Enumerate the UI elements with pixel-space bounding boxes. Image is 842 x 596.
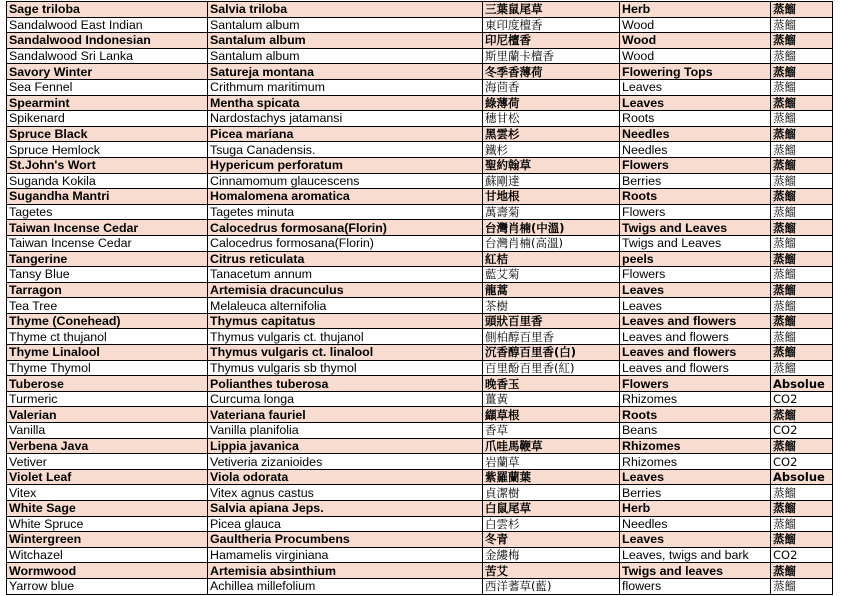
plant-part-cell: Needles bbox=[620, 142, 771, 158]
chinese-name-cell: 東印度檀香 bbox=[483, 17, 620, 33]
extraction-method-cell: 蒸餾 bbox=[771, 267, 833, 283]
chinese-name-cell: 晚香玉 bbox=[483, 376, 620, 392]
table-row bbox=[7, 298, 833, 314]
table-row bbox=[7, 142, 833, 158]
chinese-name-cell: 鐵杉 bbox=[483, 142, 620, 158]
latin-name-cell: Vateriana fauriel bbox=[208, 407, 483, 423]
extraction-method-cell: 蒸餾 bbox=[771, 33, 833, 49]
table-row bbox=[7, 95, 833, 111]
table-row bbox=[7, 438, 833, 454]
common-name-cell: Thyme ct thujanol bbox=[7, 329, 208, 345]
common-name-cell: Tea Tree bbox=[7, 298, 208, 314]
common-name-cell: Thyme Linalool bbox=[7, 345, 208, 361]
extraction-method-cell: 蒸餾 bbox=[771, 438, 833, 454]
latin-name-cell: Tanacetum annum bbox=[208, 267, 483, 283]
extraction-method-cell: 蒸餾 bbox=[771, 578, 833, 594]
latin-name-cell: Achillea millefolium bbox=[208, 578, 483, 594]
chinese-name-cell: 藍艾菊 bbox=[483, 267, 620, 283]
latin-name-cell: Nardostachys jatamansi bbox=[208, 111, 483, 127]
table-row bbox=[7, 220, 833, 236]
latin-name-cell: Thymus capitatus bbox=[208, 313, 483, 329]
extraction-method-cell: 蒸餾 bbox=[771, 111, 833, 127]
plant-part-cell: Needles bbox=[620, 516, 771, 532]
plant-part-cell: Flowering Tops bbox=[620, 64, 771, 80]
plant-part-cell: Leaves bbox=[620, 298, 771, 314]
table-row bbox=[7, 282, 833, 298]
extraction-method-cell: 蒸餾 bbox=[771, 501, 833, 517]
common-name-cell: Spruce Hemlock bbox=[7, 142, 208, 158]
extraction-method-cell: 蒸餾 bbox=[771, 345, 833, 361]
chinese-name-cell: 爪哇馬鞭草 bbox=[483, 438, 620, 454]
plant-part-cell: peels bbox=[620, 251, 771, 267]
latin-name-cell: Santalum album bbox=[208, 48, 483, 64]
common-name-cell: Wormwood bbox=[7, 563, 208, 579]
extraction-method-cell: 蒸餾 bbox=[771, 407, 833, 423]
chinese-name-cell: 側柏醇百里香 bbox=[483, 329, 620, 345]
chinese-name-cell: 聖約翰草 bbox=[483, 157, 620, 173]
chinese-name-cell: 茶樹 bbox=[483, 298, 620, 314]
plant-part-cell: Twigs and Leaves bbox=[620, 235, 771, 251]
plant-part-cell: Twigs and leaves bbox=[620, 563, 771, 579]
common-name-cell: Sandalwood Indonesian bbox=[7, 33, 208, 49]
chinese-name-cell: 薑黃 bbox=[483, 391, 620, 407]
common-name-cell: Tuberose bbox=[7, 376, 208, 392]
latin-name-cell: Picea glauca bbox=[208, 516, 483, 532]
extraction-method-cell: 蒸餾 bbox=[771, 563, 833, 579]
table-row bbox=[7, 532, 833, 548]
plant-part-cell: Rhizomes bbox=[620, 438, 771, 454]
common-name-cell: Sandalwood East Indian bbox=[7, 17, 208, 33]
table-row bbox=[7, 469, 833, 485]
extraction-method-cell: 蒸餾 bbox=[771, 298, 833, 314]
common-name-cell: Witchazel bbox=[7, 547, 208, 563]
table-row bbox=[7, 516, 833, 532]
plant-part-cell: Leaves and flowers bbox=[620, 329, 771, 345]
common-name-cell: Thyme (Conehead) bbox=[7, 313, 208, 329]
common-name-cell: Savory Winter bbox=[7, 64, 208, 80]
table-row bbox=[7, 563, 833, 579]
extraction-method-cell: CO2 bbox=[771, 547, 833, 563]
plant-part-cell: Roots bbox=[620, 111, 771, 127]
common-name-cell: Wintergreen bbox=[7, 532, 208, 548]
table-row bbox=[7, 313, 833, 329]
common-name-cell: Thyme Thymol bbox=[7, 360, 208, 376]
table-row bbox=[7, 111, 833, 127]
latin-name-cell: Lippia javanica bbox=[208, 438, 483, 454]
extraction-method-cell: 蒸餾 bbox=[771, 95, 833, 111]
common-name-cell: Verbena Java bbox=[7, 438, 208, 454]
latin-name-cell: Melaleuca alternifolia bbox=[208, 298, 483, 314]
table-row bbox=[7, 157, 833, 173]
common-name-cell: Suganda Kokila bbox=[7, 173, 208, 189]
common-name-cell: Turmeric bbox=[7, 391, 208, 407]
extraction-method-cell: Absolue bbox=[771, 469, 833, 485]
extraction-method-cell: 蒸餾 bbox=[771, 282, 833, 298]
chinese-name-cell: 沉香醇百里香(白) bbox=[483, 345, 620, 361]
common-name-cell: Sugandha Mantri bbox=[7, 189, 208, 205]
chinese-name-cell: 萬壽菊 bbox=[483, 204, 620, 220]
chinese-name-cell: 甘地根 bbox=[483, 189, 620, 205]
table-row bbox=[7, 235, 833, 251]
latin-name-cell: Hypericum perforatum bbox=[208, 157, 483, 173]
plant-part-cell: flowers bbox=[620, 578, 771, 594]
plant-part-cell: Herb bbox=[620, 2, 771, 18]
plant-part-cell: Wood bbox=[620, 17, 771, 33]
table-row bbox=[7, 407, 833, 423]
chinese-name-cell: 纈草根 bbox=[483, 407, 620, 423]
common-name-cell: Sage triloba bbox=[7, 2, 208, 18]
plant-part-cell: Leaves bbox=[620, 532, 771, 548]
latin-name-cell: Thymus vulgaris ct. linalool bbox=[208, 345, 483, 361]
common-name-cell: Vanilla bbox=[7, 423, 208, 439]
chinese-name-cell: 紅桔 bbox=[483, 251, 620, 267]
common-name-cell: Sandalwood Sri Lanka bbox=[7, 48, 208, 64]
table-row bbox=[7, 189, 833, 205]
common-name-cell: White Sage bbox=[7, 501, 208, 517]
table-row bbox=[7, 267, 833, 283]
common-name-cell: Tansy Blue bbox=[7, 267, 208, 283]
chinese-name-cell: 紫羅蘭葉 bbox=[483, 469, 620, 485]
chinese-name-cell: 印尼檀香 bbox=[483, 33, 620, 49]
table-body bbox=[7, 2, 833, 595]
latin-name-cell: Citrus reticulata bbox=[208, 251, 483, 267]
chinese-name-cell: 白雲杉 bbox=[483, 516, 620, 532]
chinese-name-cell: 綠薄荷 bbox=[483, 95, 620, 111]
table-row bbox=[7, 423, 833, 439]
plant-part-cell: Flowers bbox=[620, 267, 771, 283]
chinese-name-cell: 三葉鼠尾草 bbox=[483, 2, 620, 18]
extraction-method-cell: CO2 bbox=[771, 423, 833, 439]
table-row bbox=[7, 345, 833, 361]
table-row bbox=[7, 454, 833, 470]
extraction-method-cell: 蒸餾 bbox=[771, 220, 833, 236]
table-row bbox=[7, 547, 833, 563]
table-row bbox=[7, 360, 833, 376]
extraction-method-cell: 蒸餾 bbox=[771, 360, 833, 376]
latin-name-cell: Vitex agnus castus bbox=[208, 485, 483, 501]
extraction-method-cell: 蒸餾 bbox=[771, 142, 833, 158]
latin-name-cell: Santalum album bbox=[208, 33, 483, 49]
extraction-method-cell: 蒸餾 bbox=[771, 204, 833, 220]
common-name-cell: Tarragon bbox=[7, 282, 208, 298]
latin-name-cell: Calocedrus formosana(Florin) bbox=[208, 235, 483, 251]
common-name-cell: Taiwan Incense Cedar bbox=[7, 220, 208, 236]
extraction-method-cell: 蒸餾 bbox=[771, 126, 833, 142]
latin-name-cell: Curcuma longa bbox=[208, 391, 483, 407]
chinese-name-cell: 頭狀百里香 bbox=[483, 313, 620, 329]
extraction-method-cell: 蒸餾 bbox=[771, 329, 833, 345]
latin-name-cell: Cinnamomum glaucescens bbox=[208, 173, 483, 189]
plant-part-cell: Berries bbox=[620, 173, 771, 189]
latin-name-cell: Vetiveria zizanioides bbox=[208, 454, 483, 470]
table-row bbox=[7, 17, 833, 33]
plant-part-cell: Twigs and Leaves bbox=[620, 220, 771, 236]
chinese-name-cell: 金縷梅 bbox=[483, 547, 620, 563]
plant-part-cell: Beans bbox=[620, 423, 771, 439]
latin-name-cell: Salvia apiana Jeps. bbox=[208, 501, 483, 517]
common-name-cell: Spruce Black bbox=[7, 126, 208, 142]
plant-part-cell: Roots bbox=[620, 407, 771, 423]
plant-part-cell: Leaves, twigs and bark bbox=[620, 547, 771, 563]
table-row bbox=[7, 64, 833, 80]
extraction-method-cell: 蒸餾 bbox=[771, 313, 833, 329]
essential-oil-table bbox=[6, 1, 833, 595]
common-name-cell: Violet Leaf bbox=[7, 469, 208, 485]
extraction-method-cell: 蒸餾 bbox=[771, 251, 833, 267]
common-name-cell: White Spruce bbox=[7, 516, 208, 532]
chinese-name-cell: 西洋蓍草(藍) bbox=[483, 578, 620, 594]
extraction-method-cell: 蒸餾 bbox=[771, 64, 833, 80]
table-row bbox=[7, 578, 833, 594]
latin-name-cell: Calocedrus formosana(Florin) bbox=[208, 220, 483, 236]
plant-part-cell: Leaves and flowers bbox=[620, 313, 771, 329]
plant-part-cell: Leaves bbox=[620, 79, 771, 95]
chinese-name-cell: 百里酚百里香(紅) bbox=[483, 360, 620, 376]
chinese-name-cell: 苦艾 bbox=[483, 563, 620, 579]
extraction-method-cell: CO2 bbox=[771, 454, 833, 470]
extraction-method-cell: 蒸餾 bbox=[771, 17, 833, 33]
latin-name-cell: Mentha spicata bbox=[208, 95, 483, 111]
latin-name-cell: Picea mariana bbox=[208, 126, 483, 142]
plant-part-cell: Rhizomes bbox=[620, 454, 771, 470]
chinese-name-cell: 貞潔樹 bbox=[483, 485, 620, 501]
table-row bbox=[7, 126, 833, 142]
latin-name-cell: Gaultheria Procumbens bbox=[208, 532, 483, 548]
table-row bbox=[7, 329, 833, 345]
chinese-name-cell: 海茴香 bbox=[483, 79, 620, 95]
chinese-name-cell: 冬季香薄荷 bbox=[483, 64, 620, 80]
plant-part-cell: Rhizomes bbox=[620, 391, 771, 407]
chinese-name-cell: 冬青 bbox=[483, 532, 620, 548]
plant-part-cell: Flowers bbox=[620, 157, 771, 173]
plant-part-cell: Leaves bbox=[620, 95, 771, 111]
latin-name-cell: Viola odorata bbox=[208, 469, 483, 485]
plant-part-cell: Wood bbox=[620, 33, 771, 49]
extraction-method-cell: 蒸餾 bbox=[771, 2, 833, 18]
common-name-cell: Spearmint bbox=[7, 95, 208, 111]
latin-name-cell: Tagetes minuta bbox=[208, 204, 483, 220]
latin-name-cell: Thymus vulgaris sb thymol bbox=[208, 360, 483, 376]
table-row bbox=[7, 79, 833, 95]
plant-part-cell: Wood bbox=[620, 48, 771, 64]
chinese-name-cell: 蘇剛達 bbox=[483, 173, 620, 189]
plant-part-cell: Berries bbox=[620, 485, 771, 501]
chinese-name-cell: 斯里蘭卡檀香 bbox=[483, 48, 620, 64]
chinese-name-cell: 香草 bbox=[483, 423, 620, 439]
common-name-cell: Vetiver bbox=[7, 454, 208, 470]
common-name-cell: Spikenard bbox=[7, 111, 208, 127]
latin-name-cell: Santalum album bbox=[208, 17, 483, 33]
common-name-cell: Valerian bbox=[7, 407, 208, 423]
extraction-method-cell: 蒸餾 bbox=[771, 48, 833, 64]
table-row bbox=[7, 501, 833, 517]
plant-part-cell: Herb bbox=[620, 501, 771, 517]
latin-name-cell: Artemisia dracunculus bbox=[208, 282, 483, 298]
table-row bbox=[7, 376, 833, 392]
common-name-cell: Taiwan Incense Cedar bbox=[7, 235, 208, 251]
latin-name-cell: Hamamelis virginiana bbox=[208, 547, 483, 563]
chinese-name-cell: 台灣肖楠(高溫) bbox=[483, 235, 620, 251]
plant-part-cell: Roots bbox=[620, 189, 771, 205]
plant-part-cell: Needles bbox=[620, 126, 771, 142]
chinese-name-cell: 龍蒿 bbox=[483, 282, 620, 298]
table-row bbox=[7, 251, 833, 267]
latin-name-cell: Polianthes tuberosa bbox=[208, 376, 483, 392]
chinese-name-cell: 台灣肖楠(中溫) bbox=[483, 220, 620, 236]
latin-name-cell: Crithmum maritimum bbox=[208, 79, 483, 95]
extraction-method-cell: 蒸餾 bbox=[771, 157, 833, 173]
plant-part-cell: Leaves bbox=[620, 469, 771, 485]
extraction-method-cell: 蒸餾 bbox=[771, 516, 833, 532]
latin-name-cell: Tsuga Canadensis. bbox=[208, 142, 483, 158]
latin-name-cell: Salvia triloba bbox=[208, 2, 483, 18]
chinese-name-cell: 穗甘松 bbox=[483, 111, 620, 127]
table-row bbox=[7, 391, 833, 407]
extraction-method-cell: 蒸餾 bbox=[771, 79, 833, 95]
table-row bbox=[7, 2, 833, 18]
latin-name-cell: Satureja montana bbox=[208, 64, 483, 80]
latin-name-cell: Thymus vulgaris ct. thujanol bbox=[208, 329, 483, 345]
plant-part-cell: Flowers bbox=[620, 204, 771, 220]
table-row bbox=[7, 485, 833, 501]
extraction-method-cell: 蒸餾 bbox=[771, 532, 833, 548]
common-name-cell: Tangerine bbox=[7, 251, 208, 267]
extraction-method-cell: Absolue bbox=[771, 376, 833, 392]
common-name-cell: St.John's Wort bbox=[7, 157, 208, 173]
latin-name-cell: Vanilla planifolia bbox=[208, 423, 483, 439]
extraction-method-cell: 蒸餾 bbox=[771, 173, 833, 189]
extraction-method-cell: 蒸餾 bbox=[771, 235, 833, 251]
latin-name-cell: Homalomena aromatica bbox=[208, 189, 483, 205]
table-row bbox=[7, 48, 833, 64]
plant-part-cell: Leaves and flowers bbox=[620, 360, 771, 376]
extraction-method-cell: 蒸餾 bbox=[771, 485, 833, 501]
extraction-method-cell: 蒸餾 bbox=[771, 189, 833, 205]
latin-name-cell: Artemisia absinthium bbox=[208, 563, 483, 579]
chinese-name-cell: 岩蘭草 bbox=[483, 454, 620, 470]
common-name-cell: Yarrow blue bbox=[7, 578, 208, 594]
plant-part-cell: Flowers bbox=[620, 376, 771, 392]
common-name-cell: Sea Fennel bbox=[7, 79, 208, 95]
plant-part-cell: Leaves and flowers bbox=[620, 345, 771, 361]
plant-part-cell: Leaves bbox=[620, 282, 771, 298]
table-row bbox=[7, 33, 833, 49]
chinese-name-cell: 白鼠尾草 bbox=[483, 501, 620, 517]
common-name-cell: Tagetes bbox=[7, 204, 208, 220]
table-row bbox=[7, 173, 833, 189]
table-row bbox=[7, 204, 833, 220]
chinese-name-cell: 黑雲杉 bbox=[483, 126, 620, 142]
common-name-cell: Vitex bbox=[7, 485, 208, 501]
extraction-method-cell: CO2 bbox=[771, 391, 833, 407]
